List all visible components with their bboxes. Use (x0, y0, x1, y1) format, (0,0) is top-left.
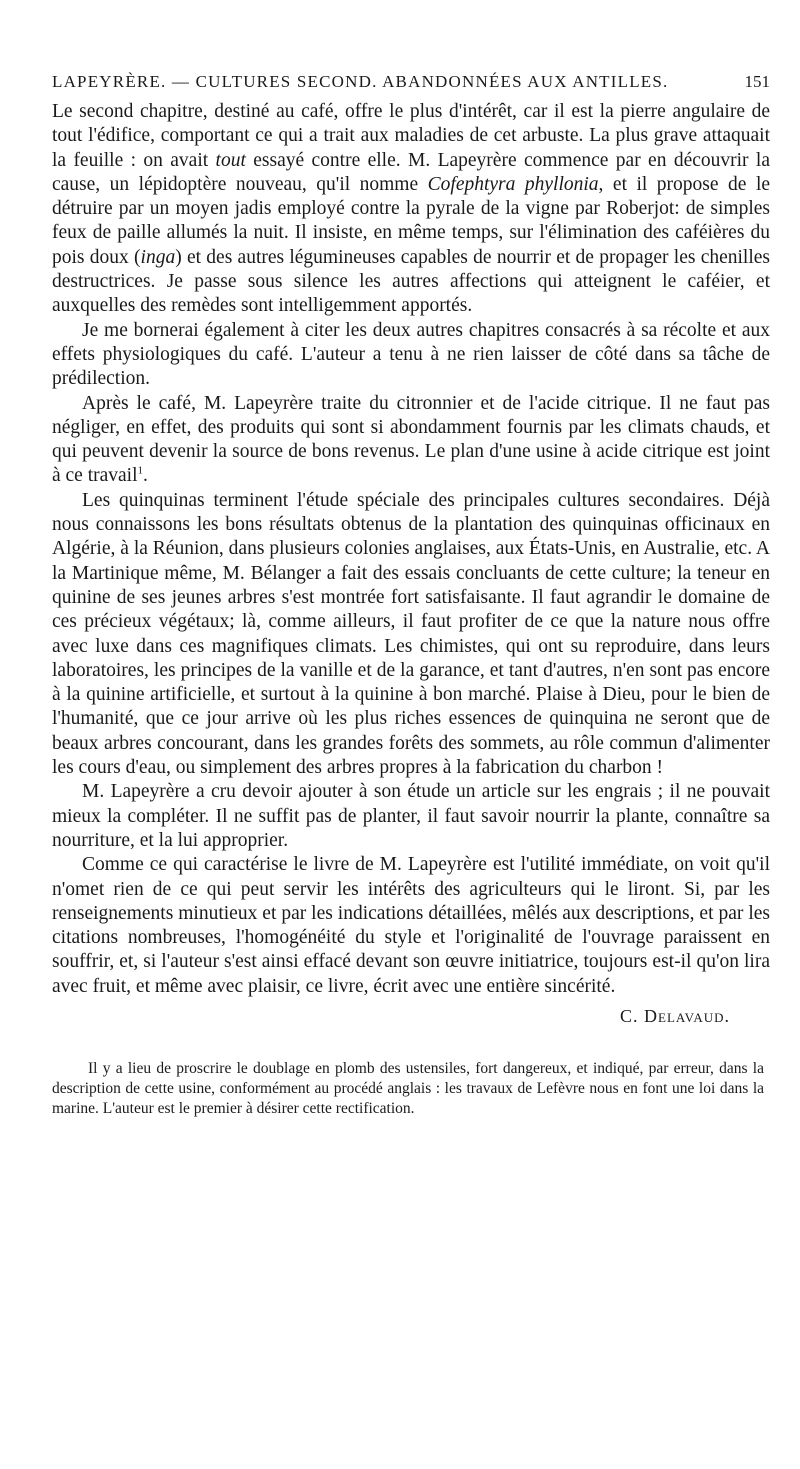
paragraph-quinquinas: Les quinquinas terminent l'étude spéciale des principales cultures secondaires. Déjà nous connaissons les bons résultats obtenus de la plantation des quinquinas officinaux en Algérie, à la Réunion, dans plusieurs colonies anglaises, aux États-Unis, en Australie, etc. A la Martinique même, M. Bélanger a fait des essais concluants de cette culture; la teneur en quinine de ses jeunes arbres s'est montrée fort satisfaisante. Il faut agrandir le domaine de ces précieux végétaux; là, comme ailleurs, il faut profiter de ce que la nature nous offre avec luxe dans ces magnifiques climats. Les chimistes, qui ont su reproduire, dans leurs laboratoires, les principes de la vanille et de la garance, et tant d'autres, n'en sont pas encore à la quinine artificielle, et surtout à la quinine à bon marché. Plaise à Dieu, pour le bien de l'humanité, que ce jour arrive où les plus riches essences de quinquina ne seront que de beaux arbres concourant, dans les grandes forêts des sommets, au rôle commun d'alimenter les cours d'eau, ou simplement des arbres propres à la fabrication du charbon ! (52, 489, 770, 779)
text-run: , et il propose de le détruire par un moyen jadis employé contre la pyrale de la vigne par Roberjot: de simples feux de paille allumés la nuit. Il insiste, en même temps, sur l'élimination des caféières du pois doux ( (52, 173, 771, 268)
footnote-marker: 1 (137, 464, 144, 477)
paragraph-chapitres: Je me bornerai également à citer les deux autres chapitres consacrés à sa récolte et aux effets physiologiques du café. L'auteur a tenu à ne rien laisser de côté dans sa tâche de prédilection. (52, 319, 770, 390)
paragraph-citronnier (52, 392, 770, 489)
paragraph-engrais: M. Lapeyrère a cru devoir ajouter à son étude un article sur les engrais ; il ne pouvait mieux la compléter. Il ne suffit pas de planter, il faut savoir nourrir la plante, connaître sa nourriture, et la lui approprier. (52, 781, 770, 851)
page-number: 151 (744, 72, 770, 91)
species-name: Cofephtyra phyllonia (427, 173, 599, 195)
text-run: . (143, 465, 148, 487)
footnote: Il y a lieu de proscrire le doublage en plomb des ustensiles, fort dangereux, et indiqué, par erreur, dans la description de cette usine, conformément au procédé anglais : les travaux de Lefèvre nous en font une loi dans la marine. L'auteur est le premier à désirer cette rectification. (52, 1059, 764, 1117)
text-run: Le second chapitre, destiné au café, offre le plus d'intérêt, car il est la pierre angulaire de tout l'édifice, comportant ce qui a trait aux maladies de cet arbuste. La plus grave attaquait la feuille : on avait (52, 101, 770, 171)
author-signature: C. Delavaud. (620, 1005, 730, 1026)
running-header (52, 72, 770, 92)
text-run: essayé contre elle. M. Lapeyrère commence par en découvrir la cause, un lépidoptère nouveau, qu'il nomme (52, 149, 770, 195)
emphasis: tout (215, 149, 246, 171)
emphasis: inga (140, 246, 176, 268)
document-page (52, 72, 770, 1119)
text-run: Après le café, M. Lapeyrère traite du citronnier et de l'acide citrique. Il ne faut pas négliger, en effet, des produits qui sont si abondamment fournis par les climats chauds, et qui peuvent devenir la source de bons revenus. Le plan d'une usine à acide citrique est joint à ce travail (52, 392, 770, 487)
paragraph-conclusion: Comme ce qui caractérise le livre de M. Lapeyrère est l'utilité immédiate, on voit qu'il n'omet rien de ce qui peut servir les intérêts des agriculteurs qui le liront. Si, par les renseignements minutieux et par les indications détaillées, mêlés aux descriptions, et par les citations nombreuses, l'homogénéité du style et l'originalité de l'ouvrage paraissent en souffrir, et, si l'auteur s'est ainsi effacé devant son œuvre initiatrice, toujours est-il qu'on lira avec fruit, et même avec plaisir, ce livre, écrit avec une entière sincérité. (52, 854, 770, 997)
paragraph-cafe (52, 100, 770, 319)
text-run: ) et des autres légumineuses capables de nourrir et de propager les chenilles destructrices. Je passe sous silence les autres affections qui atteignent le caféier, et auxquelles des remèdes sont intelligemment apportés. (52, 246, 770, 317)
running-title: LAPEYRÈRE. — CULTURES SECOND. ABANDONNÉES AUX ANTILLES. (52, 72, 669, 91)
